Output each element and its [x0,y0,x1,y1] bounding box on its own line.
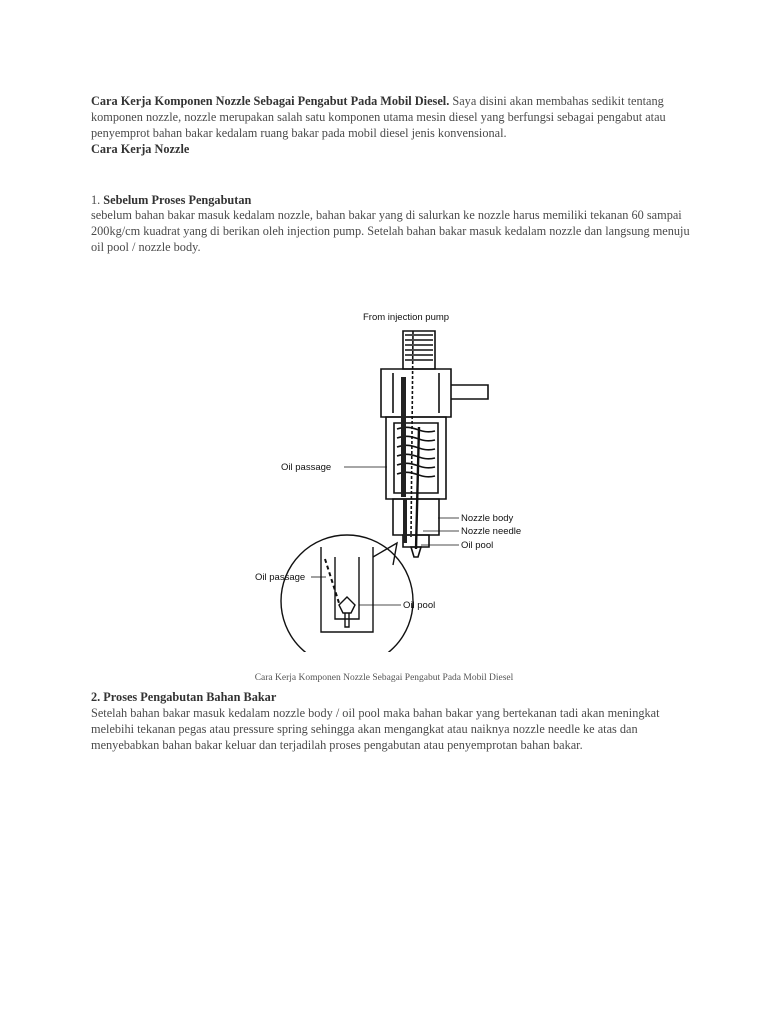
figure-caption: Cara Kerja Komponen Nozzle Sebagai Pengabut Pada Mobil Diesel [254,673,514,683]
section1-heading-line [91,192,691,208]
intro-text: Saya disini akan membahas sedikit tentang komponen nozzle, nozzle merupakan salah satu komponen utama mesin diesel yang berfungsi sebagai pengabut atau penyemprot bahan bakar kedalam ruang bakar pada mobil diesel jenis konvensional. [91,94,666,140]
label-detail-oil-passage: Oil passage [255,572,306,583]
nozzle-diagram [253,307,531,652]
section1-number: 1. [91,193,104,207]
section2-heading: 2. Proses Pengabutan Bahan Bakar [91,690,277,704]
intro-title: Cara Kerja Komponen Nozzle Sebagai Pengabut Pada Mobil Diesel. [91,94,450,108]
section2-text: Setelah bahan bakar masuk kedalam nozzle body / oil pool maka bahan bakar yang bertekanan tadi akan meningkat melebihi tekanan pegas atau pressure spring sehingga akan mengangkat atau naiknya nozzle needle ke atas dan menyebabkan bahan bakar keluar dan terjadilah proses pengabutan atau penyemprotan bahan bakar. [91,706,660,752]
nozzle-diagram-svg [253,307,531,652]
intro-paragraph [91,93,691,141]
section1-text: sebelum bahan bakar masuk kedalam nozzle, bahan bakar yang di salurkan ke nozzle harus memiliki tekanan 60 sampai 200kg/cm kuadrat yang di berikan oleh injection pump. Setelah bahan bakar masuk kedalam nozzle dan langsung menuju oil pool / nozzle body. [91,208,690,254]
label-from-injection-pump: From injection pump [363,312,450,323]
label-nozzle-body: Nozzle body [461,513,514,524]
label-oil-passage: Oil passage [281,462,332,473]
label-oil-pool: Oil pool [461,540,494,551]
label-nozzle-needle: Nozzle needle [461,526,522,537]
intro-subheading: Cara Kerja Nozzle [91,142,190,156]
detail-circle [281,535,413,652]
label-detail-oil-pool: Oil pool [403,600,436,611]
oil-passage-fill [401,377,407,543]
section1-heading: Sebelum Proses Pengabutan [103,193,252,207]
